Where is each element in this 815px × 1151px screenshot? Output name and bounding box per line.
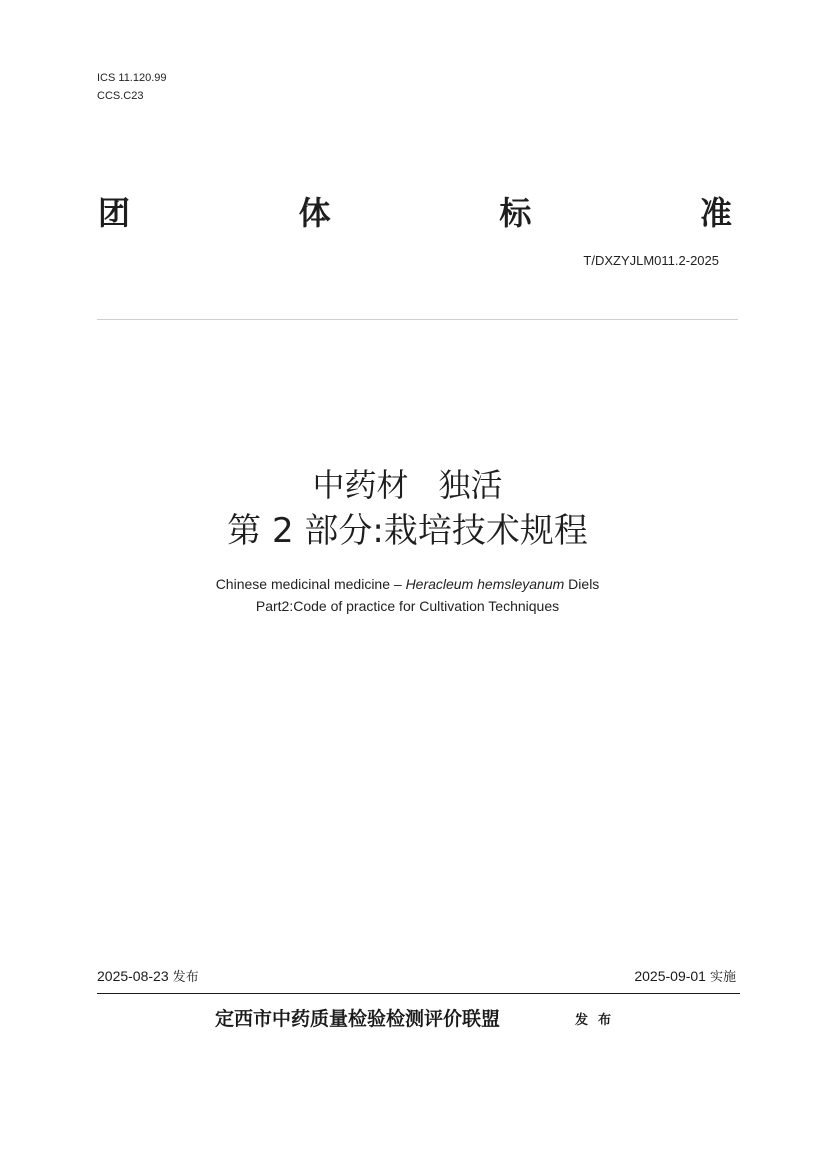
standard-type-char-2: 体 xyxy=(298,194,331,232)
title-en-suffix: Diels xyxy=(564,576,600,592)
release-label: 发布 xyxy=(172,970,199,985)
release-date-block xyxy=(97,966,199,985)
title-en-prefix: Chinese medicinal medicine – xyxy=(215,576,406,592)
ccs-code: CCS.C23 xyxy=(97,90,144,102)
standard-type-char-1: 团 xyxy=(98,194,131,232)
top-divider xyxy=(97,319,738,320)
title-en-line1 xyxy=(0,576,815,592)
implement-date-block xyxy=(634,966,736,985)
publisher-name: 定西市中药质量检验检测评价联盟 xyxy=(215,1008,501,1030)
title-en-species: Heracleum hemsleyanum xyxy=(405,576,565,592)
publisher-action: 发布 xyxy=(575,1013,622,1028)
bottom-divider xyxy=(97,993,740,994)
ics-code: ICS 11.120.99 xyxy=(97,72,167,84)
release-date: 2025-08-23 xyxy=(97,968,169,984)
implement-date: 2025-09-01 xyxy=(634,968,706,984)
title-en-line2: Part2:Code of practice for Cultivation Techniques xyxy=(255,598,560,614)
title-zh-herb: 独活 xyxy=(438,466,503,504)
title-zh-line2: 第 2 部分:栽培技术规程 xyxy=(227,511,588,551)
title-zh-line1 xyxy=(0,460,815,506)
standard-type-heading xyxy=(98,188,732,234)
implement-label: 实施 xyxy=(709,970,736,985)
standard-type-char-3: 标 xyxy=(499,194,532,232)
standard-number: T/DXZYJLM011.2-2025 xyxy=(583,253,719,268)
title-zh-material: 中药材 xyxy=(312,466,409,504)
standard-type-char-4: 准 xyxy=(699,194,732,232)
